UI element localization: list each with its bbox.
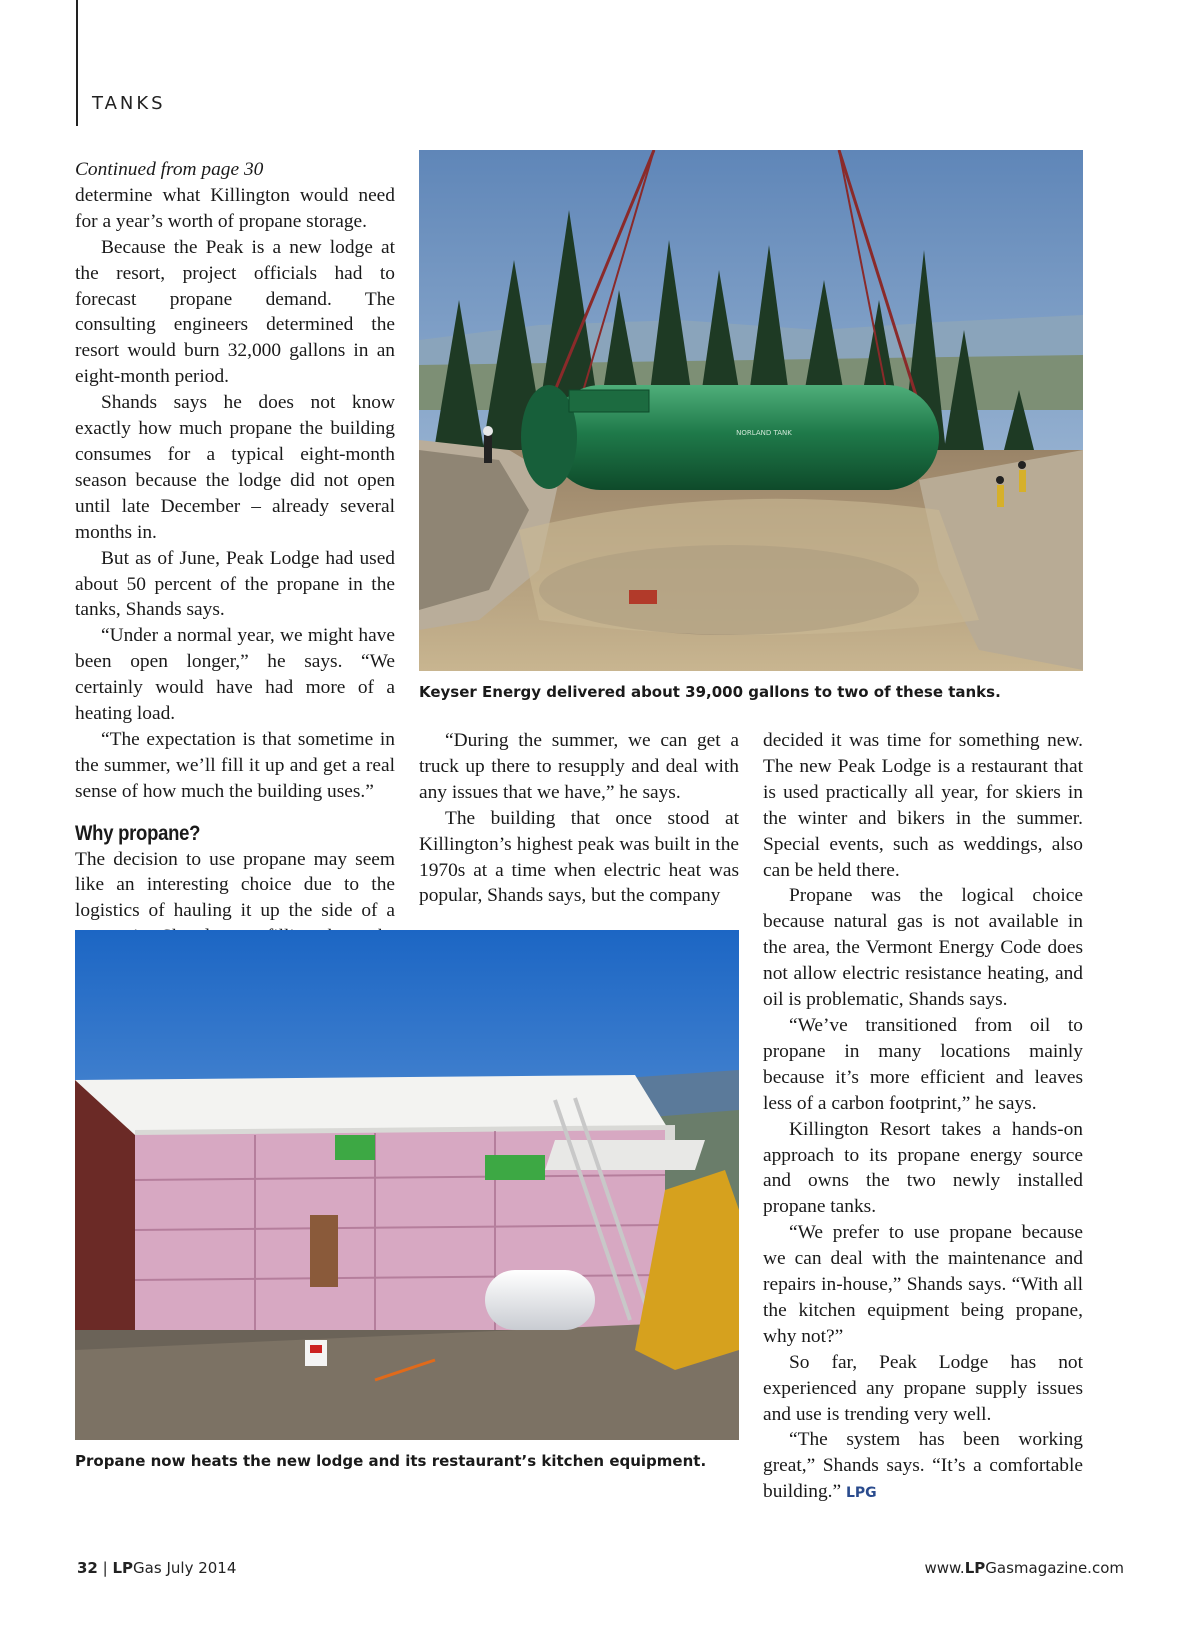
- page-number: 32: [77, 1559, 98, 1577]
- tank-lift-illustration: [419, 150, 1083, 671]
- section-title: TANKS: [92, 93, 166, 114]
- brand-gas: Gas: [133, 1559, 162, 1577]
- paragraph: Shands says he does not know exactly how much propane the building consumes for a typical eight-month season because the lodge did not open until late December – already several months in.: [75, 392, 395, 543]
- footer-divider: |: [102, 1559, 113, 1577]
- issue-date: July 2014: [166, 1559, 237, 1577]
- column-2: [419, 728, 739, 909]
- paragraph: Propane was the logical choice because natural gas is not available in the area, the Vermont Energy Code does not allow electric resistance heating, and oil is problematic, Shands says.: [763, 885, 1083, 1011]
- paragraph: The decision to use propane may seem like an interesting choice due to the logistics of hauling it up the side of a: [75, 848, 395, 922]
- lodge-photo: [75, 930, 739, 1440]
- brand-lp: LP: [112, 1559, 134, 1577]
- lodge-illustration: [75, 930, 739, 1440]
- paragraph: But as of June, Peak Lodge had used about 50 percent of the propane in the tanks, Shands says.: [75, 547, 395, 621]
- footer-url[interactable]: [924, 1559, 1124, 1577]
- bottom-photo-caption: Propane now heats the new lodge and its restaurant’s kitchen equipment.: [75, 1452, 707, 1470]
- subheading: Why propane?: [75, 821, 201, 845]
- top-photo-caption: Keyser Energy delivered about 39,000 gallons to two of these tanks.: [419, 683, 1001, 701]
- column-3: [763, 728, 1083, 1507]
- url-prefix: www.: [924, 1559, 965, 1577]
- lpg-endmark: LPG: [845, 1485, 877, 1502]
- closing-text: “The system has been working great,” Shands says. “It’s a comfortable building.”: [763, 1429, 1083, 1503]
- paragraph: determine what Killington would need for a year’s worth of propane storage.: [75, 184, 395, 232]
- paragraph: “The expectation is that sometime in the summer, we’ll fill it up and get a real sense of how much the building uses.”: [75, 728, 395, 802]
- paragraph: “During the summer, we can get a truck up there to resupply and deal with any issues that we have,” he says.: [419, 730, 739, 803]
- paragraph: [763, 1427, 1083, 1507]
- url-suffix: magazine.com: [1013, 1559, 1124, 1577]
- header-rule: [76, 0, 78, 126]
- footer-left: [77, 1559, 236, 1577]
- paragraph: Because the Peak is a new lodge at the resort, project officials had to forecast propane demand. The consulting engineers determined the resort would burn 32,000 gallons in an eight-month period.: [75, 236, 395, 388]
- continued-note: Continued from page 30: [75, 159, 264, 180]
- url-brand-lp: LP: [964, 1559, 986, 1577]
- tank-lift-photo: [419, 150, 1083, 671]
- paragraph: “We prefer to use propane because we can deal with the maintenance and repairs in-house,” Shands says. “With all the kitchen equipment being propane, why not?”: [763, 1222, 1083, 1347]
- paragraph: Killington Resort takes a hands-on approach to its propane energy source and owns the two newly installed propane tanks.: [763, 1118, 1083, 1218]
- tank-label: NORLAND TANK: [736, 429, 792, 437]
- paragraph: The building that once stood at Killington’s highest peak was built in the 1970s at a time when electric heat was popular, Shands says, but the company: [419, 807, 739, 907]
- paragraph: decided it was time for something new. The new Peak Lodge is a restaurant that is used practically all year, for skiers in the winter and bikers in the summer. Special events, such as weddings, also can be held there.: [763, 730, 1083, 881]
- paragraph: “We’ve transitioned from oil to propane in many locations mainly because it’s more efficient and leaves less of a carbon footprint,” he says.: [763, 1014, 1083, 1114]
- column-1: [75, 157, 395, 976]
- paragraph: So far, Peak Lodge has not experienced any propane supply issues and use is trending very well.: [763, 1351, 1083, 1425]
- url-brand-gas: Gas: [985, 1559, 1014, 1577]
- paragraph: “Under a normal year, we might have been open longer,” he says. “We certainly would have had more of a heating load.: [75, 625, 395, 725]
